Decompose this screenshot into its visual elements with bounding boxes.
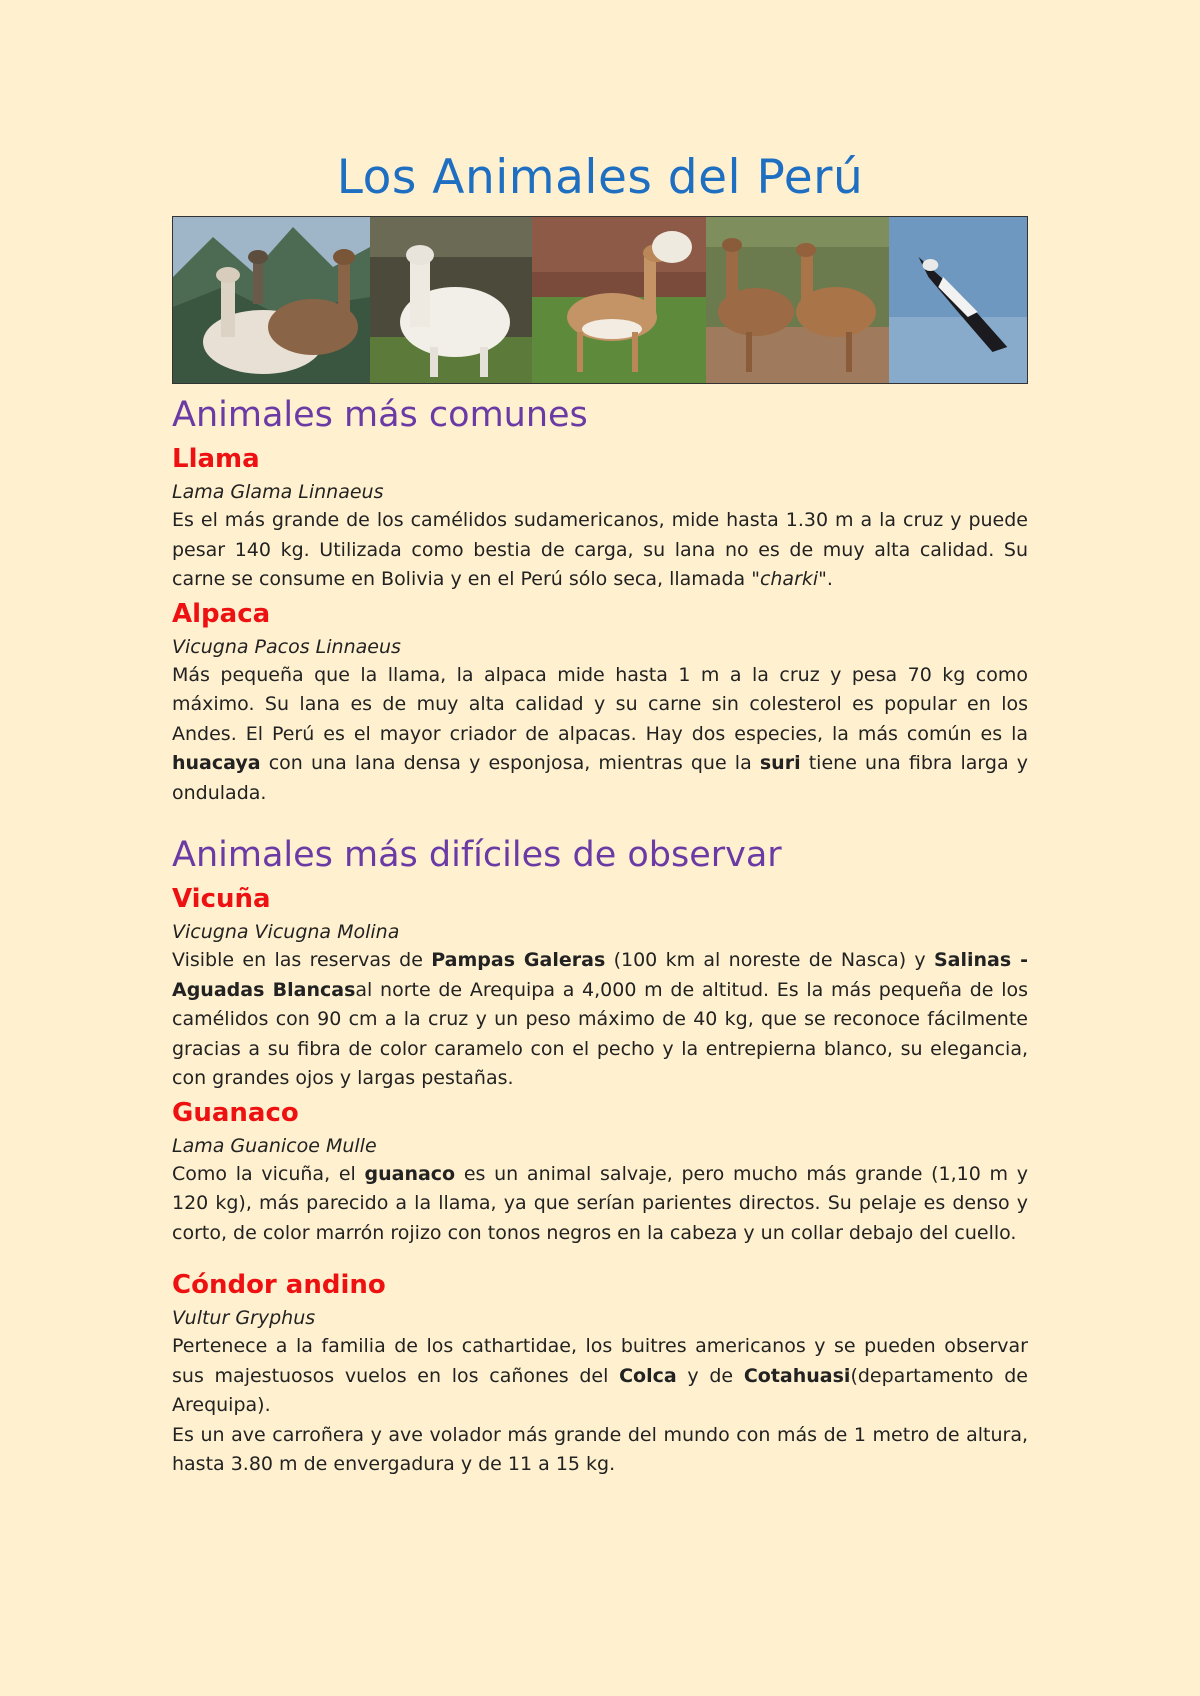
document-content [172, 148, 1028, 1480]
banner-photo-vicuna-grass [532, 217, 706, 383]
scientific-name-condor: Vultur Gryphus [172, 1307, 316, 1329]
description-alpaca: Más pequeña que la llama, la alpaca mide hasta 1 m a la cruz y pesa 70 kg como máximo. Su lana es de muy alta calidad y su carne sin colesterol es popular en los Andes. El Perú es el mayor criador de alpacas. Hay dos especies, la más común es la huacaya con una lana densa y esponjosa, mientras que la suri tiene una fibra larga y ondulada. [172, 663, 1029, 804]
scientific-name-vicuna: Vicugna Vicugna Molina [172, 921, 400, 943]
section-heading-common: Animales más comunes [172, 395, 588, 435]
banner-photo-guanacos-herd [706, 217, 889, 383]
banner-photo-condor-flight [889, 217, 1027, 383]
animal-name-condor: Cóndor andino [172, 1270, 386, 1300]
scientific-name-alpaca: Vicugna Pacos Linnaeus [172, 635, 401, 658]
description-guanaco: Como la vicuña, el guanaco es un animal salvaje, pero mucho más grande (1,10 m y 120 kg), más parecido a la llama, ya que serían parientes directos. Su pelaje es denso y corto, de color marrón rojizo con tonos negros en la cabeza y un collar debajo del cuello. [172, 1162, 1028, 1244]
description-condor-2: Es un ave carroñera y ave volador más grande del mundo con más de 1 metro de altura, hasta 3.80 m de envergadura y de 11 a 15 kg. [172, 1423, 1028, 1475]
animal-name-llama: Llama [172, 444, 260, 474]
photo-banner [172, 216, 1028, 384]
animal-name-guanaco: Guanaco [172, 1097, 299, 1128]
section-heading-rare: Animales más difíciles de observar [172, 835, 782, 875]
animal-name-vicuna: Vicuña [172, 884, 271, 914]
animal-name-alpaca: Alpaca [172, 598, 271, 629]
banner-photo-white-llama [370, 217, 532, 383]
page-title: Los Animales del Perú [336, 150, 864, 205]
scientific-name-llama: Lama Glama Linnaeus [172, 481, 384, 503]
scientific-name-guanaco: Lama Guanicoe Mulle [172, 1134, 377, 1157]
description-llama: Es el más grande de los camélidos sudamericanos, mide hasta 1.30 m a la cruz y puede pesar 140 kg. Utilizada como bestia de carga, su lana no es de muy alta calidad. Su carne se consume en Bolivia y en el Perú sólo seca, llamada "charki". [172, 509, 1028, 590]
description-condor: Pertenece a la familia de los cathartidae, los buitres americanos y se pueden observar sus majestuosos vuelos en los cañones del Colca y de Cotahuasi(departamento de Arequipa). [172, 1335, 1028, 1416]
description-vicuna: Visible en las reservas de Pampas Galeras (100 km al noreste de Nasca) y Salinas - Aguadas Blancasal norte de Arequipa a 4,000 m de altitud. Es la más pequeña de los camélidos con 90 cm a la cruz y un peso máximo de 40 kg, que se reconoce fácilmente gracias a su fibra de color caramelo con el pecho y la entrepierna blanco, su elegancia, con grandes ojos y largas pestañas. [172, 949, 1028, 1089]
banner-photo-llamas-mountains [173, 217, 370, 383]
